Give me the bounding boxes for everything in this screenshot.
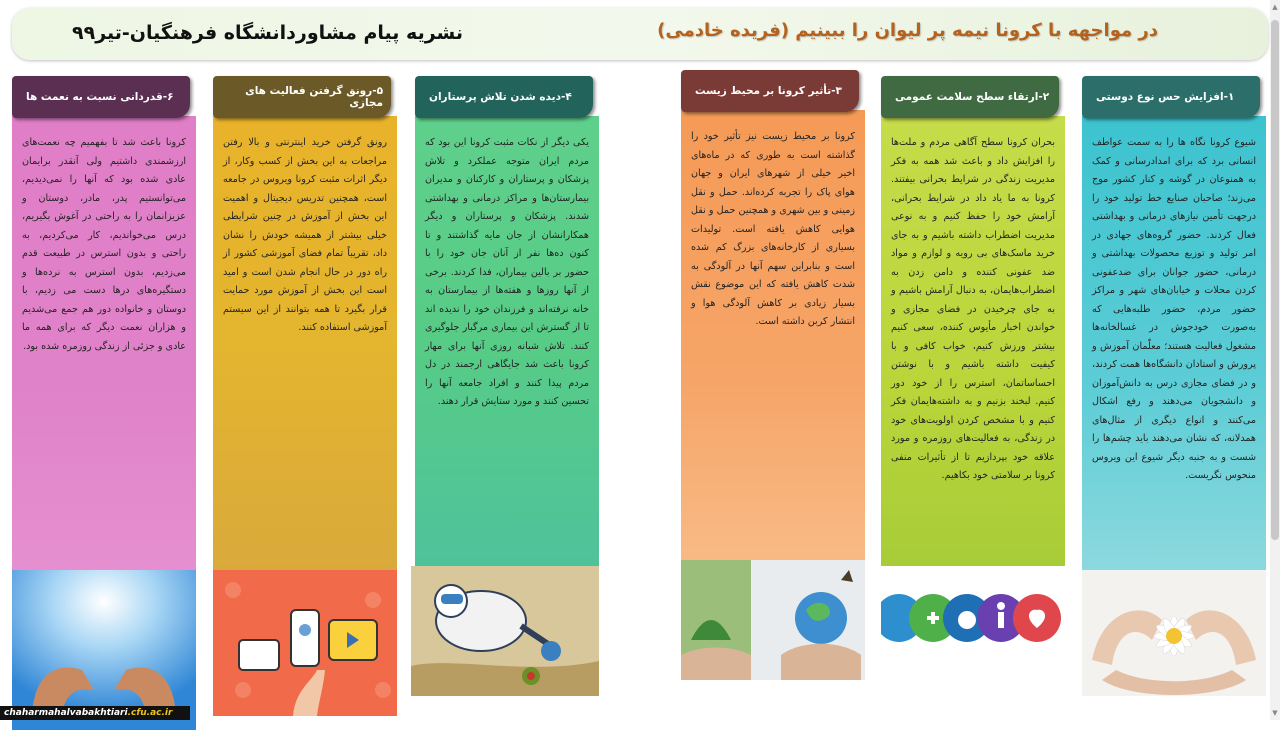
column-altruism bbox=[1082, 76, 1266, 696]
watermark-site: chaharmahalvabakhtiari bbox=[4, 708, 128, 718]
column-body: شیوع کرونا نگاه ها را به سمت عواطف انسانی برد که برای امدادرسانی و کمک به همنوعان در گوشه و کنار کشور موج می‌زند؛ صاحبان صنایع خط تولید خود را درجهت تأمین نیازهای درمانی و بهداشتی فعال کردند. حضور گروه‌های جهادی در امر تولید و توزیع محصولات بهداشتی و درمانی، حضور جوانان برای ضدعفونی کردن محلات و خیابان‌های شهر و مراکز حضور مردم، حضور طلبه‌هایی که به‌صورت خودجوش در غسالخانه‌ها مشغول فعالیت هستند؛ معلّمان آموزش و پرورش و استادان دانشگاه‌ها همت کردند، و در فضای مجازی درس به دانش‌آموزان و دانشجویان می‌دهند و رفع اشکال می‌کنند و انواع دیگری از مثال‌های همدلانه، که نشان می‌دهند باید چشم‌ها را شست و به جنبه دیگر شیوع این ویروس منحوس نگریست. bbox=[1082, 116, 1266, 572]
nurse-fighting-virus-image bbox=[411, 566, 599, 696]
column-title: ۱-افزایش حس نوع دوستی bbox=[1096, 91, 1235, 103]
column-environment bbox=[681, 70, 865, 690]
column-title: ۵-رونق گرفتن فعالیت های مجازی bbox=[245, 85, 383, 109]
column-tab bbox=[415, 76, 593, 118]
column-tab bbox=[1082, 76, 1260, 118]
column-body: رونق گرفتن خرید اینترنتی و بالا رفتن مراجعات به این بخش از کسب وکار، از دیگر اثرات مثبت کرونا ویروس در جامعه است، همچنین تدریس دیجیتال و اهمیت این بخش از آموزش در چنین شرایطی خیلی بیشتر از همیشه خودش را نشان داد، تقریباً تمام فضای آموزشی کشور از راه دور در حال انجام شدن است و امید است این بخش از آموزش مورد حمایت قرار بگیرد تا همه بتوانند از این سیستم آموزشی استفاده کنند. bbox=[213, 116, 397, 572]
column-title: ۴-دیده شدن تلاش پرستاران bbox=[429, 91, 572, 103]
column-gratitude bbox=[12, 76, 196, 696]
column-tab bbox=[213, 76, 391, 118]
newsletter-title: نشریه پیام مشاوردانشگاه فرهنگیان-تیر۹۹ bbox=[72, 22, 463, 44]
column-tab bbox=[681, 70, 859, 112]
scroll-down-icon[interactable]: ▼ bbox=[1272, 709, 1278, 717]
column-virtual-activities bbox=[213, 76, 397, 696]
column-title: ۲-ارتقاء سطح سلامت عمومی bbox=[895, 91, 1050, 103]
header-banner bbox=[12, 8, 1268, 60]
health-icons-image bbox=[881, 566, 1065, 666]
column-public-health bbox=[881, 76, 1065, 696]
scroll-up-icon[interactable]: ▲ bbox=[1272, 3, 1278, 11]
column-body: کرونا بر محیط زیست نیز تأثیر خود را گذاشته است به طوری که در ماه‌های اخیر خیلی از شهرهای ایران و جهان هوای پاک را تجربه کرده‌اند. حمل و نقل زمینی و بین شهری و همچنین حمل و نقل هوایی کاهش یافته است. تولیدات بسیاری از کارخانه‌های بزرگ کم شده است و بنابراین سهم آنها در آلودگی به شدت کاهش یافته که این موضوع نقش بسیار زیادی بر کاهش آلودگی هوا و انتشار کربن داشته است. bbox=[681, 110, 865, 566]
vertical-scrollbar[interactable] bbox=[1270, 0, 1280, 720]
column-body: بحران کرونا سطح آگاهی مردم و ملت‌ها را افزایش داد و باعث شد همه به فکر مدیریت زندگی در شرایط بحرانی بیفتند. کرونا به ما یاد داد در شرایط بحرانی، آرامش خود را حفظ کنیم و به نوعی مدیریت اضطراب داشته باشیم و به جای خرید ماسک‌های بی رویه و لوازم و مواد ضد عفونی کننده و دامن زدن به اضطراب‌هایمان، به دنبال آرامش باشیم و به جای چرخیدن در فضای مجازی و خواندن اخبار مأیوس کننده، سعی کنیم بیشتر ورزش کنیم، خواب کافی و با کیفیت داشته باشیم و با نوشتن احساساتمان، استرس را از خود دور کنیم. لبخند بزنیم و به داشته‌هایمان فکر کنیم و با مشخص کردن اولویت‌های خود در زندگی، به فعالیت‌های روزمره و مورد علاقه خود بپردازیم تا از تأثیرات منفی کرونا بر سلامتی خود بکاهیم. bbox=[881, 116, 1065, 572]
earth-in-hands-image bbox=[681, 560, 865, 680]
phones-online-image bbox=[213, 570, 397, 716]
column-title: ۳-تأثیر کرونا بر محیط زیست bbox=[695, 85, 842, 97]
column-body: یکی دیگر از نکات مثبت کرونا این بود که مردم ایران متوجه عملکرد و تلاش پزشکان و پرستاران و کارکنان و مدیران بیمارستان‌ها و مراکز درمانی و بهداشتی شدند. پزشکان و پرستاران و دیگر همکارانشان از جان مایه گذاشتند و تا کنون ده‌ها نفر از آنان جان خود را با حضور بر بالین بیماران، فدا کردند. برخی از آنها روزها و هفته‌ها از بیمارستان به خانه نرفته‌اند و فرزندان خود را ندیده اند تا از گسترش این بیماری مرگبار جلوگیری کنند. تلاش شبانه روزی آنها برای مهار کرونا باعث شد جایگاهی ارجمند در دل مردم پیدا کنند و افراد جامعه آنها را تحسین کنند و مورد ستایش قرار دهند. bbox=[415, 116, 599, 572]
column-tab bbox=[12, 76, 190, 118]
scroll-thumb[interactable] bbox=[1271, 20, 1279, 540]
flower-hands-image bbox=[1082, 570, 1266, 696]
watermark-domain: .cfu.ac.ir bbox=[127, 708, 173, 718]
column-nurses bbox=[415, 76, 599, 696]
column-tab bbox=[881, 76, 1059, 118]
site-watermark bbox=[0, 706, 190, 720]
column-body: کرونا باعث شد تا بفهمیم چه نعمت‌های ارزشمندی داشتیم ولی آنقدر برایمان عادی شده بود که آنها را نمی‌دیدیم، می‌توانستیم پدر، مادر، دوستان و عزیزانمان را به راحتی در آغوش بگیریم، درس می‌خواندیم، کار می‌کردیم، به راحتی و بدون استرس در طبیعت قدم می‌زدیم، بدون استرس به نرده‌ها و دستگیره‌های درها دست می زدیم، با دوستان و خانواده دور هم جمع می‌شدیم و هزاران نعمت دیگر که برای همه ما عادی و جزئی از زندگی روزمره شده بود. bbox=[12, 116, 196, 572]
article-headline: در مواجهه با کرونا نیمه پر لیوان را ببینیم (فریده خادمی) bbox=[657, 20, 1158, 41]
column-title: ۶-قدردانی نسبت به نعمت ها bbox=[26, 91, 174, 103]
